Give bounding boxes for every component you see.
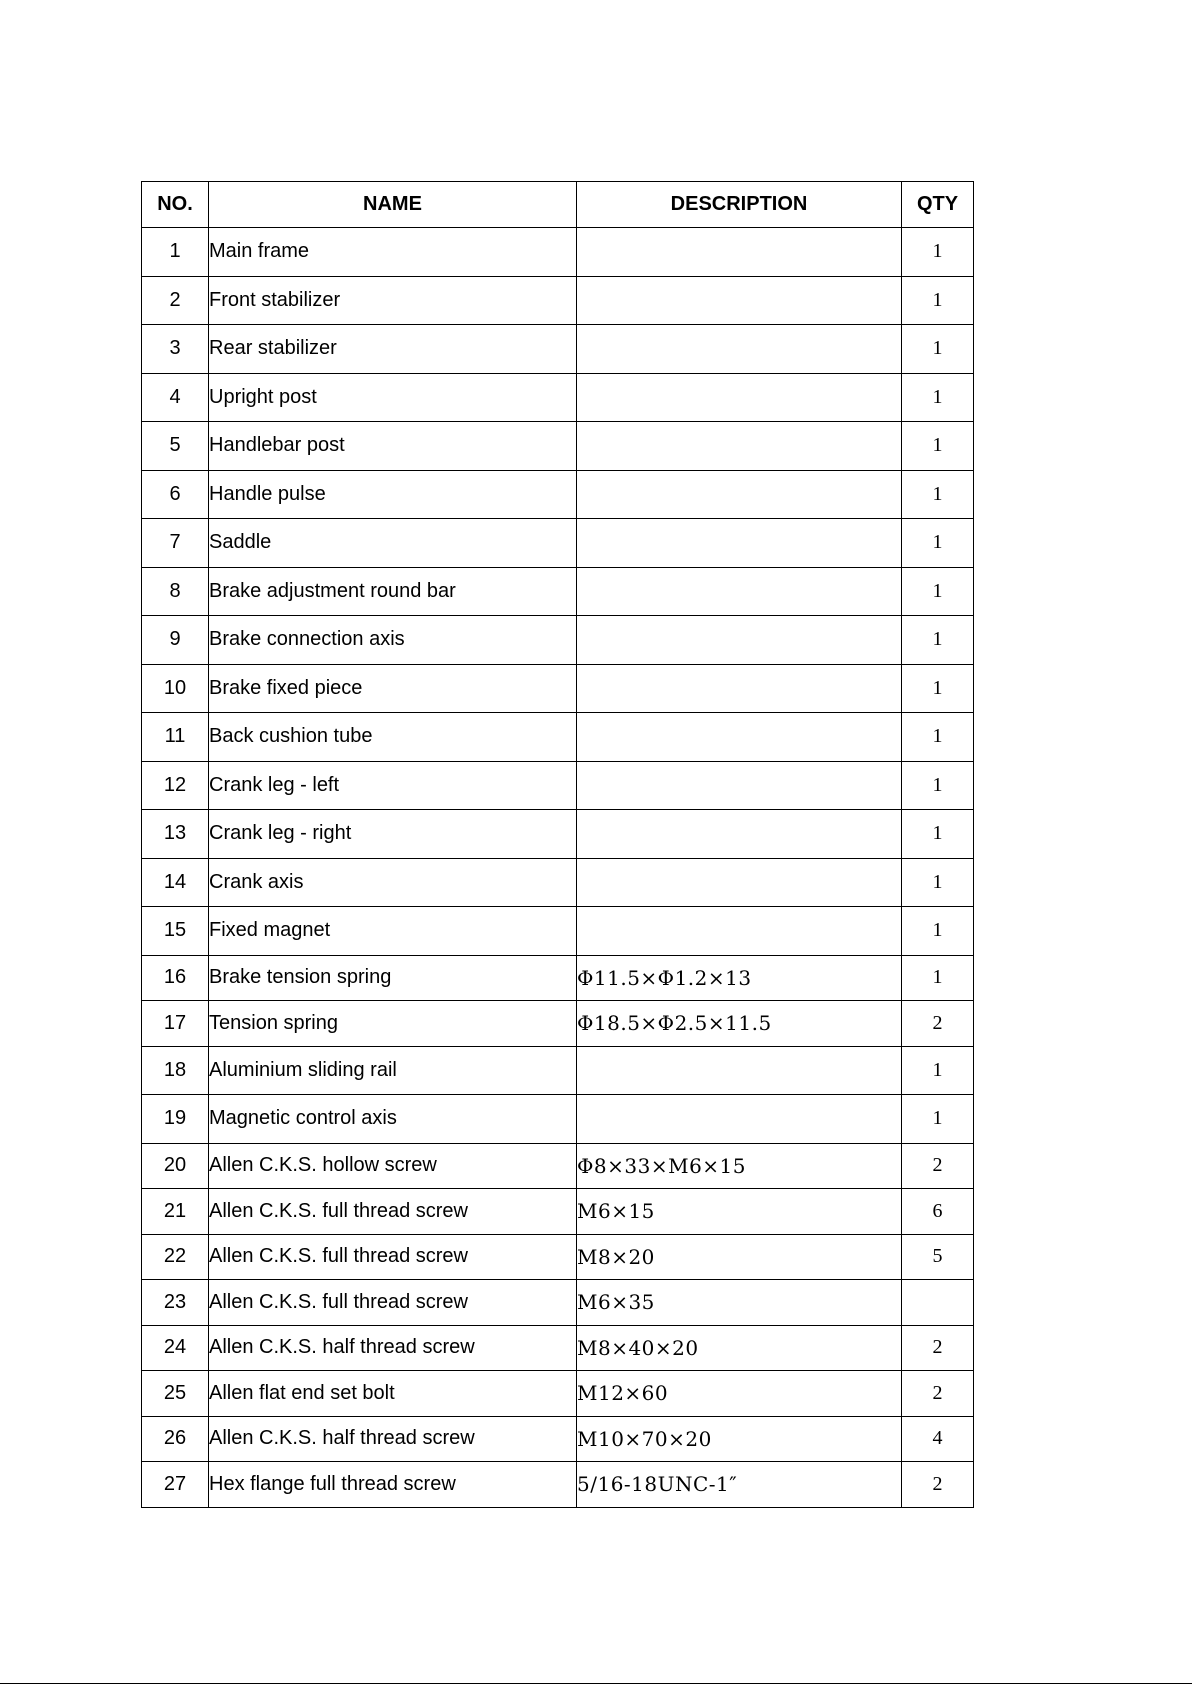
cell-no: 22: [142, 1234, 209, 1280]
cell-qty: 2: [902, 1325, 974, 1371]
cell-qty: 1: [902, 567, 974, 616]
cell-qty: 1: [902, 1095, 974, 1144]
cell-description: [577, 373, 902, 422]
cell-name: Allen C.K.S. half thread screw: [209, 1416, 577, 1462]
cell-no: 21: [142, 1189, 209, 1235]
cell-no: 9: [142, 616, 209, 665]
cell-name: Handle pulse: [209, 470, 577, 519]
cell-no: 25: [142, 1371, 209, 1417]
cell-no: 13: [142, 810, 209, 859]
table-row: [142, 1046, 974, 1095]
cell-description: 5/16-18UNC-1″: [577, 1462, 902, 1508]
table-row: [142, 955, 974, 1001]
parts-list-table: [141, 181, 974, 1508]
cell-qty: 1: [902, 810, 974, 859]
header-description: DESCRIPTION: [577, 182, 902, 228]
table-row: [142, 1143, 974, 1189]
cell-name: Allen flat end set bolt: [209, 1371, 577, 1417]
cell-qty: 2: [902, 1143, 974, 1189]
cell-no: 20: [142, 1143, 209, 1189]
cell-qty: 1: [902, 955, 974, 1001]
header-no: NO.: [142, 182, 209, 228]
cell-qty: 6: [902, 1189, 974, 1235]
table-row: [142, 228, 974, 277]
cell-name: Aluminium sliding rail: [209, 1046, 577, 1095]
table-row: [142, 1416, 974, 1462]
cell-qty: 1: [902, 713, 974, 762]
cell-name: Crank leg - left: [209, 761, 577, 810]
cell-qty: 1: [902, 228, 974, 277]
table-row: [142, 1462, 974, 1508]
cell-no: 27: [142, 1462, 209, 1508]
table-row: [142, 470, 974, 519]
cell-description: [577, 713, 902, 762]
cell-name: Brake connection axis: [209, 616, 577, 665]
cell-no: 14: [142, 858, 209, 907]
cell-qty: 2: [902, 1462, 974, 1508]
cell-description: [577, 1095, 902, 1144]
cell-qty: 1: [902, 664, 974, 713]
cell-description: M6×35: [577, 1280, 902, 1326]
cell-name: Crank leg - right: [209, 810, 577, 859]
cell-name: Handlebar post: [209, 422, 577, 471]
table-row: [142, 373, 974, 422]
cell-name: Brake adjustment round bar: [209, 567, 577, 616]
cell-name: Main frame: [209, 228, 577, 277]
cell-qty: 1: [902, 276, 974, 325]
cell-description: [577, 858, 902, 907]
table-row: [142, 567, 974, 616]
cell-name: Magnetic control axis: [209, 1095, 577, 1144]
cell-qty: 1: [902, 422, 974, 471]
table-row: [142, 1371, 974, 1417]
cell-no: 8: [142, 567, 209, 616]
cell-qty: 2: [902, 1371, 974, 1417]
cell-no: 17: [142, 1001, 209, 1047]
cell-name: Brake tension spring: [209, 955, 577, 1001]
cell-description: M10×70×20: [577, 1416, 902, 1462]
cell-qty: 1: [902, 858, 974, 907]
table-row: [142, 761, 974, 810]
table-row: [142, 616, 974, 665]
cell-qty: 1: [902, 907, 974, 956]
cell-qty: 1: [902, 761, 974, 810]
cell-name: Brake fixed piece: [209, 664, 577, 713]
table-row: [142, 664, 974, 713]
cell-name: Crank axis: [209, 858, 577, 907]
table-row: [142, 1095, 974, 1144]
cell-name: Allen C.K.S. full thread screw: [209, 1189, 577, 1235]
cell-qty: 1: [902, 616, 974, 665]
cell-qty: 1: [902, 373, 974, 422]
cell-no: 12: [142, 761, 209, 810]
cell-no: 19: [142, 1095, 209, 1144]
cell-no: 6: [142, 470, 209, 519]
table-row: [142, 519, 974, 568]
cell-description: [577, 470, 902, 519]
cell-qty: 1: [902, 470, 974, 519]
cell-no: 11: [142, 713, 209, 762]
cell-qty: 5: [902, 1234, 974, 1280]
cell-description: [577, 567, 902, 616]
cell-description: [577, 761, 902, 810]
cell-name: Front stabilizer: [209, 276, 577, 325]
cell-description: [577, 422, 902, 471]
cell-no: 26: [142, 1416, 209, 1462]
cell-description: [577, 276, 902, 325]
cell-no: 16: [142, 955, 209, 1001]
table-row: [142, 276, 974, 325]
cell-no: 15: [142, 907, 209, 956]
table-body: [142, 228, 974, 1508]
table-row: [142, 858, 974, 907]
cell-no: 10: [142, 664, 209, 713]
table-row: [142, 422, 974, 471]
cell-name: Allen C.K.S. full thread screw: [209, 1280, 577, 1326]
cell-name: Allen C.K.S. full thread screw: [209, 1234, 577, 1280]
cell-description: [577, 519, 902, 568]
cell-description: M6×15: [577, 1189, 902, 1235]
cell-name: Allen C.K.S. hollow screw: [209, 1143, 577, 1189]
cell-description: M8×40×20: [577, 1325, 902, 1371]
cell-no: 5: [142, 422, 209, 471]
cell-no: 24: [142, 1325, 209, 1371]
cell-qty: 1: [902, 325, 974, 374]
header-name: NAME: [209, 182, 577, 228]
cell-no: 3: [142, 325, 209, 374]
cell-description: Φ11.5×Φ1.2×13: [577, 955, 902, 1001]
cell-description: Φ8×33×M6×15: [577, 1143, 902, 1189]
table-row: [142, 1234, 974, 1280]
cell-qty: [902, 1280, 974, 1326]
table-row: [142, 713, 974, 762]
table-row: [142, 1189, 974, 1235]
cell-description: M12×60: [577, 1371, 902, 1417]
table-row: [142, 1280, 974, 1326]
cell-name: Allen C.K.S. half thread screw: [209, 1325, 577, 1371]
cell-qty: 2: [902, 1001, 974, 1047]
cell-no: 18: [142, 1046, 209, 1095]
table-row: [142, 1001, 974, 1047]
cell-no: 7: [142, 519, 209, 568]
cell-name: Upright post: [209, 373, 577, 422]
cell-name: Rear stabilizer: [209, 325, 577, 374]
cell-description: [577, 228, 902, 277]
table-row: [142, 810, 974, 859]
table-row: [142, 907, 974, 956]
page-bottom-rule: [0, 1683, 1192, 1684]
cell-description: M8×20: [577, 1234, 902, 1280]
cell-qty: 4: [902, 1416, 974, 1462]
cell-description: [577, 907, 902, 956]
cell-no: 2: [142, 276, 209, 325]
cell-description: [577, 664, 902, 713]
cell-no: 4: [142, 373, 209, 422]
table-header-row: [142, 182, 974, 228]
table-row: [142, 1325, 974, 1371]
cell-qty: 1: [902, 1046, 974, 1095]
table-row: [142, 325, 974, 374]
cell-name: Saddle: [209, 519, 577, 568]
cell-name: Tension spring: [209, 1001, 577, 1047]
cell-description: [577, 325, 902, 374]
cell-name: Fixed magnet: [209, 907, 577, 956]
header-qty: QTY: [902, 182, 974, 228]
cell-description: [577, 810, 902, 859]
cell-description: [577, 616, 902, 665]
cell-no: 23: [142, 1280, 209, 1326]
cell-name: Back cushion tube: [209, 713, 577, 762]
cell-name: Hex flange full thread screw: [209, 1462, 577, 1508]
cell-description: Φ18.5×Φ2.5×11.5: [577, 1001, 902, 1047]
cell-qty: 1: [902, 519, 974, 568]
cell-no: 1: [142, 228, 209, 277]
cell-description: [577, 1046, 902, 1095]
